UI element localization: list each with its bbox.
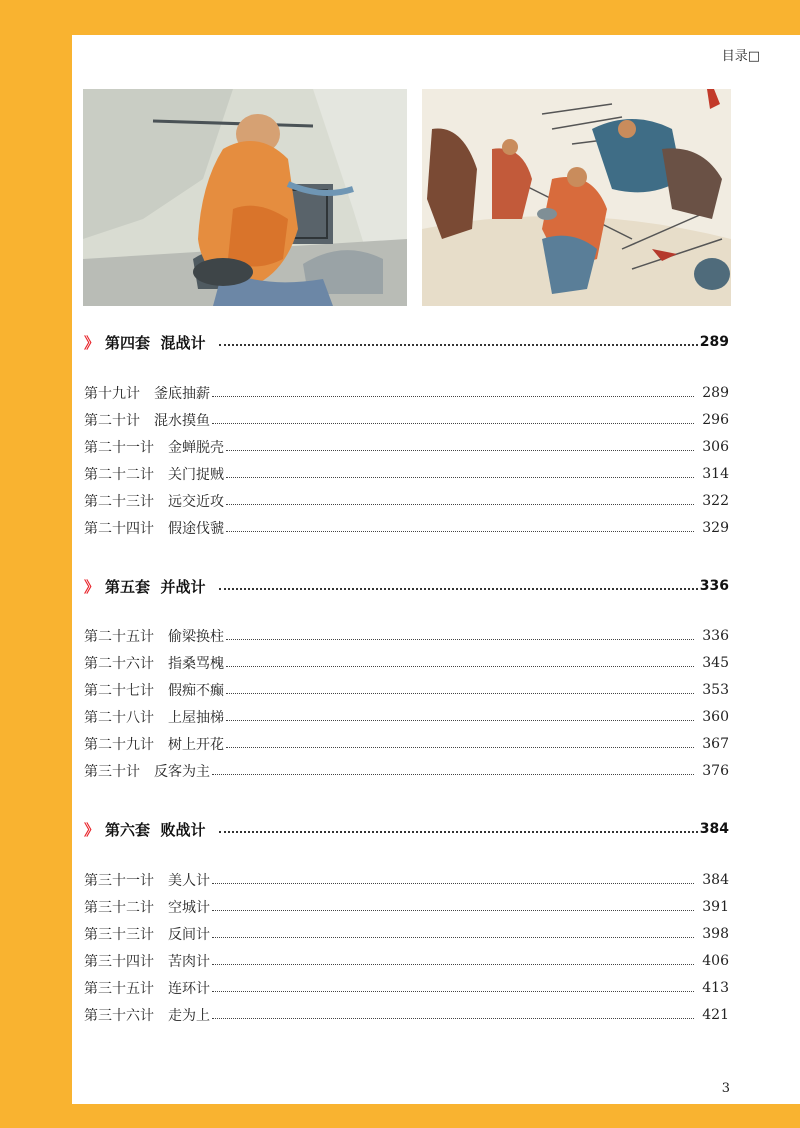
section-heading-6[interactable] [84, 818, 729, 840]
entry-title: 假途伐虢 [168, 521, 224, 537]
dot-leader [212, 991, 694, 992]
toc-entry[interactable] [84, 760, 729, 782]
entry-page-number: 314 [702, 466, 729, 482]
entry-ordinal: 第三十五计 [84, 981, 154, 997]
entry-title: 上屋抽梯 [168, 710, 224, 726]
entry-ordinal: 第二十四计 [84, 521, 154, 537]
entry-ordinal: 第三十六计 [84, 1008, 154, 1024]
entry-page-number: 329 [702, 520, 729, 536]
dot-leader [212, 1018, 694, 1019]
dot-leader [226, 531, 694, 532]
section-page-number: 336 [699, 578, 729, 594]
entry-page-number: 296 [702, 412, 729, 428]
entry-ordinal: 第十九计 [84, 386, 140, 402]
entry-title: 远交近攻 [168, 494, 224, 510]
entry-page-number: 398 [702, 926, 729, 942]
toc-entry[interactable] [84, 977, 729, 999]
entry-title: 混水摸鱼 [154, 413, 210, 429]
toc-entry[interactable] [84, 490, 729, 512]
illustration-warrior-with-sword [83, 89, 407, 306]
entry-ordinal: 第三十一计 [84, 873, 154, 889]
entry-page-number: 376 [702, 763, 729, 779]
entry-ordinal: 第三十计 [84, 764, 140, 780]
entry-page-number: 322 [702, 493, 729, 509]
dot-leader [226, 639, 694, 640]
toc-entry[interactable] [84, 409, 729, 431]
dot-leader [219, 830, 697, 833]
entry-ordinal: 第二十六计 [84, 656, 154, 672]
entry-page-number: 421 [702, 1007, 729, 1023]
running-header: 目录□ [721, 49, 760, 64]
section-page-number: 289 [699, 334, 729, 350]
entry-title: 关门捉贼 [168, 467, 224, 483]
entry-page-number: 406 [702, 953, 729, 969]
entry-page-number: 391 [702, 899, 729, 915]
entry-ordinal: 第二十一计 [84, 440, 154, 456]
entry-page-number: 336 [702, 628, 729, 644]
section-title: 第五套 并战计 [105, 577, 206, 596]
entry-title: 金蝉脱壳 [168, 440, 224, 456]
entry-ordinal: 第二十三计 [84, 494, 154, 510]
entry-ordinal: 第三十四计 [84, 954, 154, 970]
entry-title: 连环计 [168, 981, 210, 997]
dot-leader [219, 343, 697, 346]
toc-entry[interactable] [84, 625, 729, 647]
toc-entry[interactable] [84, 463, 729, 485]
entry-title: 苦肉计 [168, 954, 210, 970]
section-title: 第六套 败战计 [105, 820, 206, 839]
toc-entry[interactable] [84, 382, 729, 404]
toc-entry[interactable] [84, 733, 729, 755]
dot-leader [226, 450, 694, 451]
dot-leader [226, 720, 694, 721]
entry-page-number: 360 [702, 709, 729, 725]
toc-entry[interactable] [84, 869, 729, 891]
entry-ordinal: 第二十八计 [84, 710, 154, 726]
dot-leader [226, 693, 694, 694]
dot-leader [212, 964, 694, 965]
entry-ordinal: 第二十九计 [84, 737, 154, 753]
dot-leader [226, 666, 694, 667]
section-title: 第四套 混战计 [105, 333, 206, 352]
entry-title: 树上开花 [168, 737, 224, 753]
dot-leader [226, 504, 694, 505]
toc-entry[interactable] [84, 1004, 729, 1026]
entry-title: 偷梁换柱 [168, 629, 224, 645]
entry-page-number: 384 [702, 872, 729, 888]
entry-page-number: 345 [702, 655, 729, 671]
page-number: 3 [721, 1081, 730, 1096]
toc-entry[interactable] [84, 923, 729, 945]
section-page-number: 384 [699, 821, 729, 837]
dot-leader [226, 477, 694, 478]
entry-title: 美人计 [168, 873, 210, 889]
toc-page [72, 35, 800, 1104]
toc-entry[interactable] [84, 436, 729, 458]
dot-leader [212, 396, 694, 397]
toc-entry[interactable] [84, 679, 729, 701]
entry-title: 空城计 [168, 900, 210, 916]
dot-leader [212, 423, 694, 424]
entry-title: 釜底抽薪 [154, 386, 210, 402]
entry-ordinal: 第二十二计 [84, 467, 154, 483]
dot-leader [219, 587, 697, 590]
entry-page-number: 353 [702, 682, 729, 698]
toc-entry[interactable] [84, 652, 729, 674]
dot-leader [212, 937, 694, 938]
dot-leader [226, 747, 694, 748]
dot-leader [212, 883, 694, 884]
chevron-icon: 》 [84, 577, 100, 596]
entry-page-number: 289 [702, 385, 729, 401]
dot-leader [212, 774, 694, 775]
entry-page-number: 306 [702, 439, 729, 455]
toc-entry[interactable] [84, 706, 729, 728]
entry-title: 假痴不癫 [168, 683, 224, 699]
entry-title: 指桑骂槐 [168, 656, 224, 672]
entry-title: 反客为主 [154, 764, 210, 780]
toc-entry[interactable] [84, 517, 729, 539]
dot-leader [212, 910, 694, 911]
entry-ordinal: 第三十二计 [84, 900, 154, 916]
chevron-icon: 》 [84, 333, 100, 352]
entry-title: 反间计 [168, 927, 210, 943]
section-heading-4[interactable] [84, 331, 729, 353]
section-heading-5[interactable] [84, 575, 729, 597]
entry-ordinal: 第二十计 [84, 413, 140, 429]
toc-entry[interactable] [84, 950, 729, 972]
toc-entry[interactable] [84, 896, 729, 918]
entry-ordinal: 第三十三计 [84, 927, 154, 943]
entry-title: 走为上 [168, 1008, 210, 1024]
entry-ordinal: 第二十五计 [84, 629, 154, 645]
chevron-icon: 》 [84, 820, 100, 839]
illustration-battle-scene [422, 89, 731, 306]
entry-page-number: 367 [702, 736, 729, 752]
entry-page-number: 413 [702, 980, 729, 996]
entry-ordinal: 第二十七计 [84, 683, 154, 699]
